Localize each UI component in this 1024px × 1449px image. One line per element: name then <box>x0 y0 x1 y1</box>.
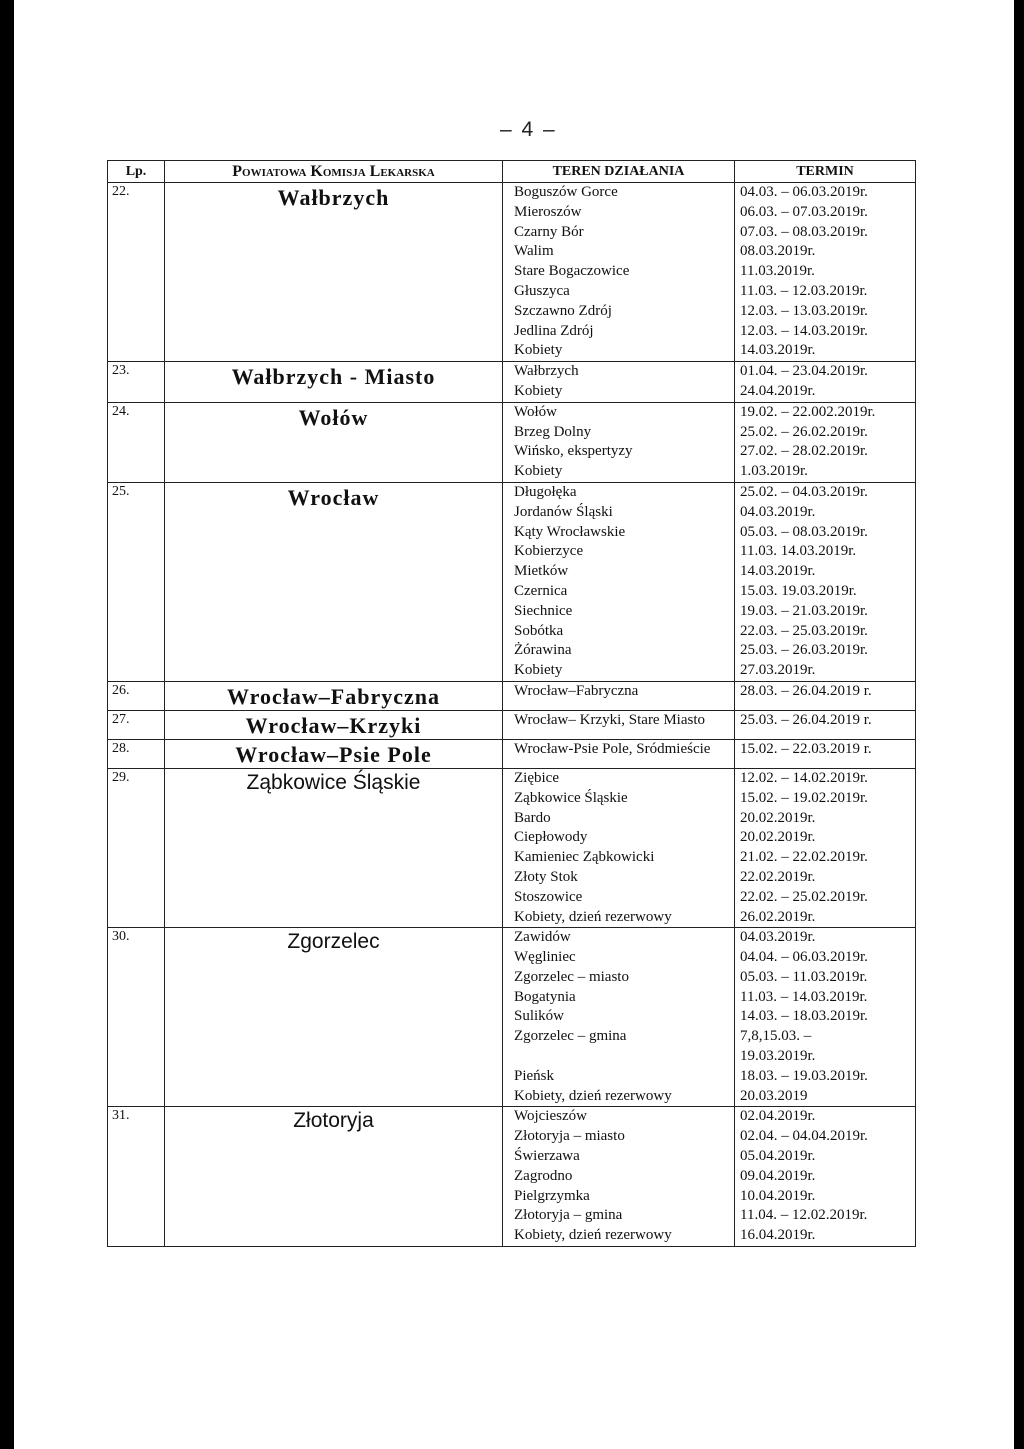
date-item: 7,8,15.03. – <box>740 1028 812 1045</box>
area-item: Żórawina <box>514 642 572 659</box>
date-item: 22.03. – 25.03.2019r. <box>740 622 868 639</box>
table-row <box>108 1107 916 1247</box>
commission-name: Złotoryja <box>165 1107 503 1247</box>
date-item: 11.03. – 14.03.2019r. <box>740 988 868 1005</box>
area-item: Długołęka <box>514 483 577 500</box>
date-item: 08.03.2019r. <box>740 243 816 260</box>
date-item: 26.02.2019r. <box>740 908 816 925</box>
row-number: 28. <box>108 739 165 768</box>
date-item: 28.03. – 26.04.2019 r. <box>740 682 872 699</box>
area-item: Stoszowice <box>514 888 583 905</box>
area-item: Stare Bogaczowice <box>514 263 630 280</box>
date-item: 04.03.2019r. <box>740 929 816 946</box>
date-item: 11.03. – 12.03.2019r. <box>740 282 868 299</box>
area-list <box>503 739 735 768</box>
area-list <box>503 362 735 403</box>
area-item: Mietków <box>514 563 569 580</box>
area-item: Kąty Wrocławskie <box>514 523 626 540</box>
area-item: Wojcieszów <box>514 1108 587 1125</box>
area-item: Szczawno Zdrój <box>514 302 612 319</box>
row-number: 27. <box>108 710 165 739</box>
date-list <box>735 768 916 927</box>
area-list <box>503 710 735 739</box>
row-number: 22. <box>108 183 165 362</box>
area-item: Złotoryja – gmina <box>514 1207 623 1224</box>
commission-name: Wałbrzych <box>165 183 503 362</box>
date-list <box>735 362 916 403</box>
area-item: Bogatynia <box>514 988 576 1005</box>
date-list <box>735 1107 916 1247</box>
date-item: 15.03. 19.03.2019r. <box>740 582 857 599</box>
date-item: 25.03. – 26.03.2019r. <box>740 642 868 659</box>
table-row <box>108 710 916 739</box>
area-item: Świerzawa <box>514 1148 580 1165</box>
date-item: 16.04.2019r. <box>740 1227 816 1244</box>
area-item: Wołów <box>514 403 557 420</box>
area-item: Kobiety <box>514 662 563 679</box>
date-item: 12.03. – 13.03.2019r. <box>740 302 868 319</box>
area-item: Jedlina Zdrój <box>514 322 594 339</box>
commission-name: Wałbrzych - Miasto <box>165 362 503 403</box>
header-termin: TERMIN <box>735 161 916 183</box>
area-list <box>503 402 735 482</box>
area-item: Walim <box>514 243 554 260</box>
page-number: – 4 – <box>500 118 557 141</box>
date-item: 05.03. – 11.03.2019r. <box>740 968 868 985</box>
date-item: 21.02. – 22.02.2019r. <box>740 849 868 866</box>
date-item: 06.03. – 07.03.2019r. <box>740 203 868 220</box>
date-item: 10.04.2019r. <box>740 1187 816 1204</box>
area-item: Wałbrzych <box>514 363 579 380</box>
date-item: 1.03.2019r. <box>740 463 808 480</box>
date-item: 07.03. – 08.03.2019r. <box>740 223 868 240</box>
area-item: Węgliniec <box>514 949 576 966</box>
commission-name: Wrocław–Krzyki <box>165 710 503 739</box>
date-item: 11.04. – 12.02.2019r. <box>740 1207 868 1224</box>
commission-name: Zgorzelec <box>165 928 503 1107</box>
area-item: Wrocław–Fabryczna <box>514 682 639 699</box>
date-item: 15.02. – 22.03.2019 r. <box>740 740 872 757</box>
date-item: 15.02. – 19.02.2019r. <box>740 789 868 806</box>
area-list <box>503 1107 735 1247</box>
table-row <box>108 681 916 710</box>
area-item: Czarny Bór <box>514 223 584 240</box>
date-list <box>735 681 916 710</box>
date-item: 22.02. – 25.02.2019r. <box>740 888 868 905</box>
date-item: 20.02.2019r. <box>740 809 816 826</box>
date-item: 09.04.2019r. <box>740 1167 816 1184</box>
area-item: Wrocław-Psie Pole, Sródmieście <box>514 740 711 757</box>
date-item: 27.02. – 28.02.2019r. <box>740 443 868 460</box>
area-item: Pieńsk <box>514 1067 555 1084</box>
date-item: 02.04. – 04.04.2019r. <box>740 1128 868 1145</box>
date-list <box>735 739 916 768</box>
date-item: 04.03.2019r. <box>740 503 816 520</box>
header-teren: TEREN DZIAŁANIA <box>503 161 735 183</box>
area-item: Brzeg Dolny <box>514 423 592 440</box>
area-item: Bardo <box>514 809 551 826</box>
row-number: 31. <box>108 1107 165 1247</box>
header-komisja: Powiatowa Komisja Lekarska <box>165 161 503 183</box>
area-item: Zgorzelec – gmina <box>514 1028 627 1045</box>
date-item: 25.02. – 04.03.2019r. <box>740 483 868 500</box>
area-item: Sobótka <box>514 622 564 639</box>
area-item: Boguszów Gorce <box>514 184 618 200</box>
commission-name: Ząbkowice Śląskie <box>165 768 503 927</box>
area-item: Mieroszów <box>514 203 582 220</box>
table-row <box>108 402 916 482</box>
date-item: 05.04.2019r. <box>740 1148 816 1165</box>
area-item: Kobiety <box>514 342 563 359</box>
row-number: 23. <box>108 362 165 403</box>
date-item: 01.04. – 23.04.2019r. <box>740 363 868 380</box>
row-number: 30. <box>108 928 165 1107</box>
date-item: 04.04. – 06.03.2019r. <box>740 949 868 966</box>
area-item: Pielgrzymka <box>514 1187 590 1204</box>
date-list <box>735 710 916 739</box>
area-item: Kobiety, dzień rezerwowy <box>514 908 672 925</box>
area-item: Ząbkowice Śląskie <box>514 789 628 806</box>
area-item <box>514 1047 734 1067</box>
date-list <box>735 928 916 1107</box>
area-list <box>503 768 735 927</box>
commission-name: Wrocław–Psie Pole <box>165 739 503 768</box>
date-item: 25.02. – 26.02.2019r. <box>740 423 868 440</box>
row-number: 24. <box>108 402 165 482</box>
area-item: Kobiety, dzień rezerwowy <box>514 1087 672 1104</box>
date-item: 14.03.2019r. <box>740 563 816 580</box>
area-item: Zagrodno <box>514 1167 573 1184</box>
area-item: Złotoryja – miasto <box>514 1128 625 1145</box>
date-item: 05.03. – 08.03.2019r. <box>740 523 868 540</box>
area-item: Ciepłowody <box>514 829 588 846</box>
area-item: Kamieniec Ząbkowicki <box>514 849 655 866</box>
date-list <box>735 183 916 362</box>
area-list <box>503 928 735 1107</box>
table-row <box>108 183 916 362</box>
table-row <box>108 739 916 768</box>
header-lp: Lp. <box>108 161 165 183</box>
date-item: 14.03.2019r. <box>740 342 816 359</box>
date-item: 19.03. – 21.03.2019r. <box>740 602 868 619</box>
area-item: Ziębice <box>514 769 559 786</box>
commission-name: Wrocław–Fabryczna <box>165 681 503 710</box>
area-list <box>503 183 735 362</box>
table-row <box>108 482 916 681</box>
area-item: Zgorzelec – miasto <box>514 968 629 985</box>
table-row <box>108 928 916 1107</box>
date-item: 04.03. – 06.03.2019r. <box>740 184 868 200</box>
date-list <box>735 482 916 681</box>
date-item: 19.03.2019r. <box>740 1048 816 1065</box>
area-item: Kobiety <box>514 382 563 399</box>
date-item: 12.02. – 14.02.2019r. <box>740 769 868 786</box>
date-item: 20.03.2019 <box>740 1087 808 1104</box>
table-header-row <box>108 161 916 183</box>
area-item: Kobiety, dzień rezerwowy <box>514 1227 672 1244</box>
area-item: Złoty Stok <box>514 868 578 885</box>
date-item: 24.04.2019r. <box>740 382 816 399</box>
date-item: 25.03. – 26.04.2019 r. <box>740 711 872 728</box>
area-item: Sulików <box>514 1008 565 1025</box>
area-item: Głuszyca <box>514 282 570 299</box>
area-list <box>503 681 735 710</box>
date-item: 14.03. – 18.03.2019r. <box>740 1008 868 1025</box>
date-item: 02.04.2019r. <box>740 1108 816 1125</box>
area-item: Kobiety <box>514 463 563 480</box>
date-list <box>735 402 916 482</box>
area-item: Czernica <box>514 582 568 599</box>
area-item: Jordanów Śląski <box>514 503 613 520</box>
date-item: 19.02. – 22.002.2019r. <box>740 403 876 420</box>
date-item: 20.02.2019r. <box>740 829 816 846</box>
table-body <box>108 183 916 1247</box>
row-number: 29. <box>108 768 165 927</box>
commission-name: Wołów <box>165 402 503 482</box>
area-item: Zawidów <box>514 929 571 946</box>
area-item: Wińsko, ekspertyzy <box>514 443 633 460</box>
table-row <box>108 768 916 927</box>
commission-name: Wrocław <box>165 482 503 681</box>
commission-schedule-table <box>107 160 916 1247</box>
date-item: 11.03. 14.03.2019r. <box>740 543 857 560</box>
area-list <box>503 482 735 681</box>
area-item: Kobierzyce <box>514 543 584 560</box>
date-item: 18.03. – 19.03.2019r. <box>740 1067 868 1084</box>
date-item: 27.03.2019r. <box>740 662 816 679</box>
date-item: 12.03. – 14.03.2019r. <box>740 322 868 339</box>
document-page <box>14 0 1014 1449</box>
date-item: 11.03.2019r. <box>740 263 815 280</box>
row-number: 25. <box>108 482 165 681</box>
area-item: Wrocław– Krzyki, Stare Miasto <box>514 711 706 728</box>
table-row <box>108 362 916 403</box>
area-item: Siechnice <box>514 602 573 619</box>
date-item: 22.02.2019r. <box>740 868 816 885</box>
row-number: 26. <box>108 681 165 710</box>
